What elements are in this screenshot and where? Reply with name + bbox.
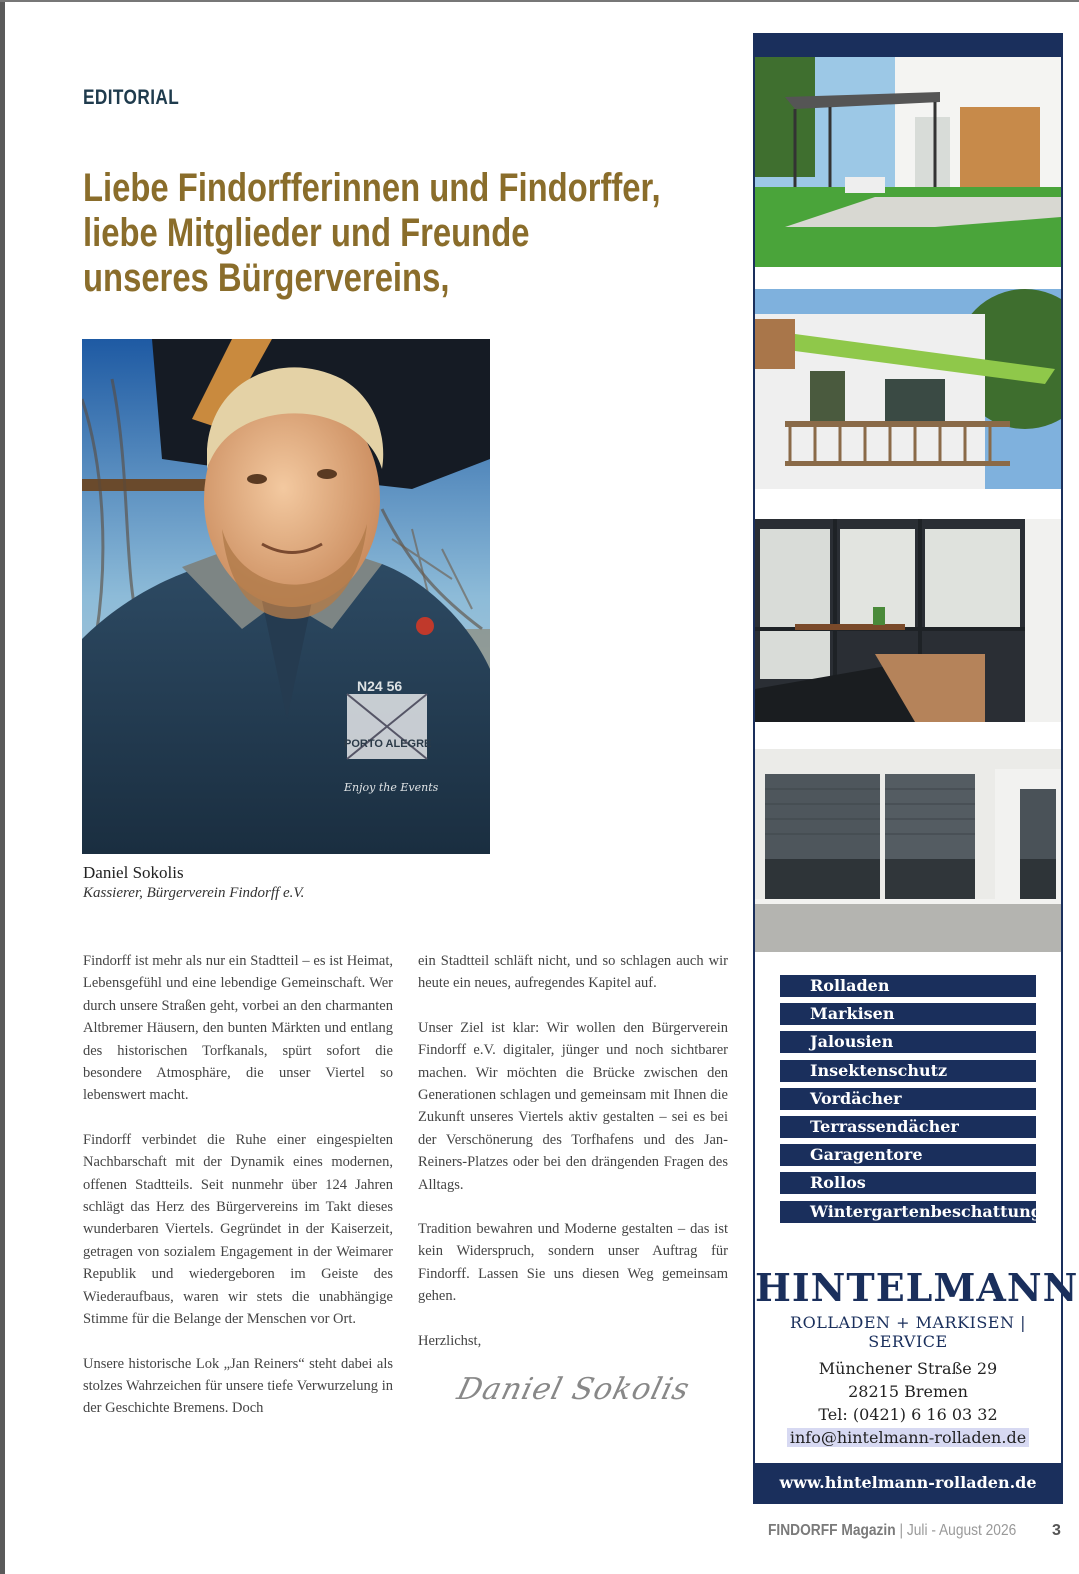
headline-line: Liebe Findorfferinnen und Findorffer, bbox=[83, 166, 661, 210]
article-paragraph: Unser Ziel ist klar: Wir wollen den Bürgerverein Findorff e.V. digitaler, jünger und noch sichtbarer machen. Wir möchten die Brücke zwischen den Generationen schlagen und gemeinsam mit Ihnen die Zukunft unseres Viertels aktiv gestalten – sei es bei der Verschönerung des Torfhafens und des Jan-Reiners-Platzes oder bei den drängenden Fragen des Alltags. bbox=[418, 1019, 728, 1193]
service-item: Garagentore bbox=[780, 1144, 1036, 1166]
brand-logo: HINTELMANN bbox=[755, 1265, 1079, 1310]
article-column-left bbox=[83, 950, 393, 1442]
article-paragraph: Tradition bewahren und Moderne gestalten – das ist kein Widerspruch, sondern unser Auftrag für Findorff. Lassen Sie uns diesen Weg gemeinsam gehen. bbox=[418, 1221, 728, 1305]
ad-photo-rolling-shutters bbox=[755, 749, 1061, 952]
page-number: 3 bbox=[1052, 1522, 1061, 1539]
ad-city: 28215 Bremen bbox=[848, 1382, 968, 1401]
service-item: Terrassendächer bbox=[780, 1116, 1036, 1138]
ad-photo-terrace-roof bbox=[755, 57, 1061, 267]
ad-street: Münchener Straße 29 bbox=[818, 1359, 998, 1378]
service-item: Vordächer bbox=[780, 1088, 1036, 1110]
ad-photo-blinds bbox=[755, 519, 1061, 722]
ad-photo-awning bbox=[755, 289, 1061, 489]
article-paragraph: Unsere historische Lok „Jan Reiners“ steht dabei als stolzes Wahrzeichen für unsere tiefe Verwurzelung in der Geschichte Bremens. Doch bbox=[83, 1355, 393, 1417]
ad-email-line bbox=[755, 1427, 1061, 1450]
shirt-print-number: N24 56 bbox=[357, 678, 403, 694]
ad-email-link[interactable]: info@hintelmann-rolladen.de bbox=[787, 1428, 1029, 1447]
shirt-print-slogan: Enjoy the Events bbox=[344, 781, 439, 794]
shirt-print-city: PORTO ALEGRE bbox=[344, 738, 432, 750]
section-label: EDITORIAL bbox=[83, 86, 180, 109]
ad-top-bar bbox=[755, 35, 1061, 57]
portrait-caption-role: Kassierer, Bürgerverein Findorff e.V. bbox=[83, 885, 305, 901]
service-item: Wintergartenbeschattung bbox=[780, 1201, 1036, 1223]
portrait-caption-name: Daniel Sokolis bbox=[83, 863, 184, 882]
headline-line: unseres Bürgervereins, bbox=[83, 256, 450, 300]
footer-magazine: FINDORFF Magazin bbox=[768, 1522, 896, 1539]
article-closing: Herzlichst, bbox=[418, 1332, 482, 1349]
page-footer bbox=[768, 1522, 1016, 1540]
brand-tagline: ROLLADEN + MARKISEN | SERVICE bbox=[790, 1313, 1026, 1351]
article-paragraph: ein Stadtteil schläft nicht, und so schlagen auch wir heute ein neues, aufregendes Kapitel auf. bbox=[418, 953, 728, 992]
headline bbox=[83, 166, 673, 301]
article-paragraph: Findorff ist mehr als nur ein Stadtteil – es ist Heimat, Lebensgefühl und eine lebendige Gemeinschaft. Wer durch unsere Straßen geht, vorbei an den charmanten Altbremer Häusern, den bunten Märkten und entlang des historischen Torfkanals, spürt sofort die besondere Atmosphäre, die unser Viertel so lebenswert macht. bbox=[83, 953, 393, 1104]
service-item: Markisen bbox=[780, 1003, 1036, 1025]
service-item: Jalousien bbox=[780, 1031, 1036, 1053]
article-paragraph: Findorff verbindet die Ruhe einer eingespielten Nachbarschaft mit der Dynamik eines modernen, offenen Stadtteils. Seit nunmehr über 124 Jahren schlägt das Herz des Bürgervereins im Takt dieses wunderbaren Viertels. Gegründet in der Kaiserzeit, getragen von sozialem Engagement in der Weimarer Republik und wiedergeboren im Geiste des Wiederaufbaus, waren wir stets die unabhängige Stimme für die Belange der Menschen vor Ort. bbox=[83, 1131, 393, 1328]
service-item: Rolladen bbox=[780, 975, 1036, 997]
service-list bbox=[780, 975, 1042, 1229]
signature: Daniel Sokolis bbox=[453, 1372, 694, 1407]
footer-issue: | Juli - August 2026 bbox=[895, 1522, 1017, 1539]
headline-line: liebe Mitglieder und Freunde bbox=[83, 211, 530, 255]
page-edge-left bbox=[0, 0, 5, 1574]
page-edge-top bbox=[0, 0, 1079, 2]
portrait-illustration bbox=[82, 339, 490, 854]
portrait-photo bbox=[82, 339, 490, 854]
advertisement bbox=[753, 33, 1079, 1504]
article-column-right bbox=[418, 950, 728, 1374]
ad-website-link[interactable]: www.hintelmann-rolladen.de bbox=[755, 1463, 1061, 1502]
service-item: Insektenschutz bbox=[780, 1060, 1036, 1082]
service-item: Rollos bbox=[780, 1172, 1036, 1194]
ad-phone: Tel: (0421) 6 16 03 32 bbox=[818, 1405, 998, 1424]
